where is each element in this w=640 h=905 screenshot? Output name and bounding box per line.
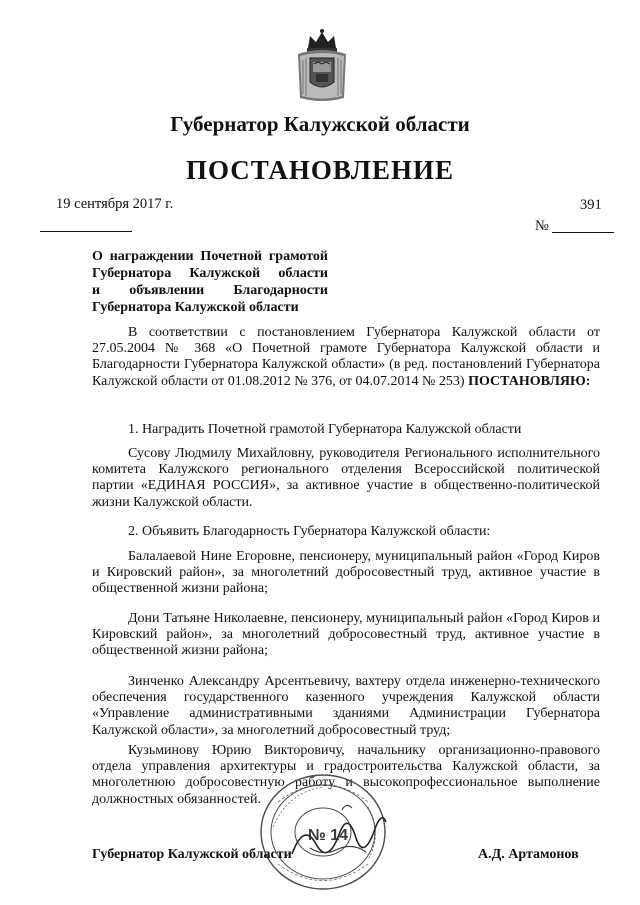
preamble-paragraph bbox=[92, 325, 600, 390]
item-2-paragraph bbox=[92, 524, 600, 540]
item-1-paragraph bbox=[92, 422, 600, 438]
kaluga-coat-of-arms-icon bbox=[294, 28, 350, 104]
thanks-paragraph bbox=[92, 549, 600, 598]
document-date: 19 сентября 2017 г. bbox=[56, 196, 174, 212]
date-underline bbox=[40, 231, 132, 232]
thanks-paragraph bbox=[92, 674, 600, 739]
signatory-title: Губернатор Калужской области bbox=[92, 847, 292, 862]
handwritten-signature-icon bbox=[282, 792, 392, 872]
award-paragraph bbox=[92, 446, 600, 511]
number-underline bbox=[552, 232, 614, 233]
stamp-number: № 14 bbox=[308, 827, 349, 844]
award-text: Сусову Людмилу Михайловну, руководителя Регионального исполнительного комитета Калужского регионального отделения Всероссийской политической партии «ЕДИНАЯ РОССИЯ», за активное участие в общественно-политической жизни Калужской области. bbox=[92, 446, 600, 510]
thanks-text: Зинченко Александру Арсентьевичу, вахтеру отдела инженерно-технического обеспечения государственного казенного учреждения Калужской области «Управление административными зданиями Администрации Губернатора Калужской области», за многолетний добросовестный труд; bbox=[92, 674, 600, 738]
preamble-text: В соответствии с постановлением Губернатора Калужской области от 27.05.2004 № 368 «О Почетной грамоте Губернатора Калужской области и Благодарности Губернатора Калужской области» (в ред. постановлений Губернатора Калужской области от 01.08.2012 № 376, от 04.07.2014 № 253) bbox=[92, 325, 600, 389]
subject-line: и объявлении Благодарности bbox=[92, 283, 328, 298]
thanks-text: Кузьминову Юрию Викторовичу, начальнику организационно-правового отдела управления архитектуры и градостроительства Калужской области, за многолетнюю добросовестную работу и высокопрофессиональное выполнение должностных обязанностей. bbox=[92, 743, 600, 807]
item-1-text: 1. Наградить Почетной грамотой Губернатора Калужской области bbox=[128, 422, 522, 437]
document-subject bbox=[92, 248, 328, 316]
decree-word: ПОСТАНОВЛЯЮ: bbox=[468, 373, 591, 389]
thanks-text: Балалаевой Нине Егоровне, пенсионеру, муниципальный район «Город Киров и Кировский район», за многолетний добросовестный труд, активное участие в общественной жизни района; bbox=[92, 549, 600, 597]
thanks-text: Дони Татьяне Николаевне, пенсионеру, муниципальный район «Город Киров и Кировский район», за многолетний добросовестный труд, активное участие в общественной жизни района; bbox=[92, 611, 600, 659]
signatory-name: А.Д. Артамонов bbox=[478, 847, 579, 862]
subject-line: Губернатора Калужской области bbox=[92, 300, 299, 315]
subject-line: Губернатора Калужской области bbox=[92, 266, 328, 281]
thanks-paragraph bbox=[92, 611, 600, 660]
item-2-text: 2. Объявить Благодарность Губернатора Калужской области: bbox=[128, 524, 491, 539]
number-label: № bbox=[535, 218, 549, 234]
document-number: 391 bbox=[580, 197, 602, 213]
document-type-title: ПОСТАНОВЛЕНИЕ bbox=[185, 155, 455, 185]
subject-line: О награждении Почетной грамотой bbox=[92, 249, 328, 264]
issuing-authority: Губернатор Калужской области bbox=[170, 112, 470, 136]
